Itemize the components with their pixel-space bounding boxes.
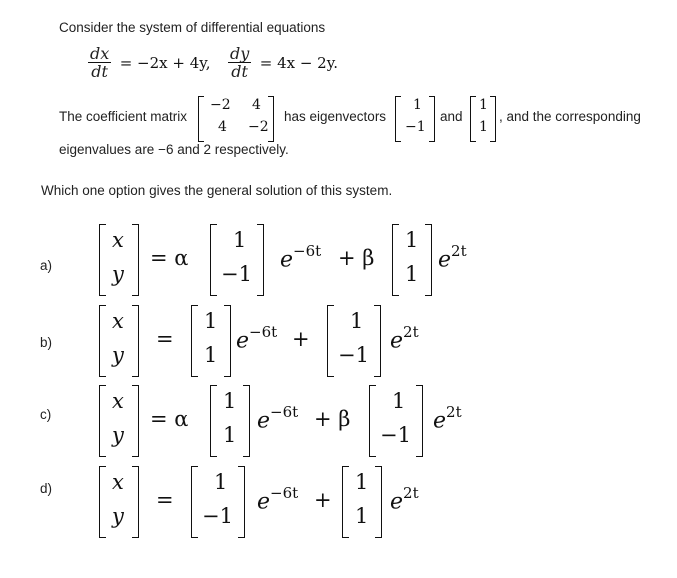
option-c[interactable] <box>0 385 677 461</box>
vector-2 <box>327 305 381 375</box>
fraction-numerator: dx <box>90 44 110 63</box>
e-base: e <box>390 489 404 515</box>
vector-1 <box>210 224 264 294</box>
matrix-cell: −2 <box>248 119 269 135</box>
eigenvector-1 <box>395 96 435 140</box>
vector-entry: −1 <box>202 504 233 528</box>
vector-1 <box>191 305 231 375</box>
exp-term-1 <box>257 486 298 514</box>
vector-entry: −1 <box>405 119 426 135</box>
vector-entry: 1 <box>350 309 364 333</box>
e-base: e <box>257 408 271 434</box>
exponent: 2t <box>451 242 467 260</box>
equals-alpha: = α <box>150 407 189 431</box>
exp-term-2 <box>390 325 419 353</box>
matrix-cell: −2 <box>210 97 231 113</box>
option-label: b) <box>40 335 53 350</box>
equals-alpha: = α <box>150 246 189 270</box>
coef-prefix: The coefficient matrix <box>59 109 188 124</box>
var-x: x <box>112 228 124 252</box>
has-eigenvectors-text: has eigenvectors <box>284 109 387 124</box>
xy-vector <box>99 305 139 375</box>
var-x: x <box>112 470 124 494</box>
exponent: −6t <box>249 323 278 341</box>
eigenvalues-text: eigenvalues are −6 and 2 respectively. <box>59 142 289 157</box>
fraction-denominator: dt <box>91 62 108 81</box>
vector-entry: 1 <box>479 119 488 135</box>
xy-vector <box>99 224 139 294</box>
vector-entry: 1 <box>405 262 419 286</box>
exp-term-2 <box>390 486 419 514</box>
exp-term-2 <box>433 405 462 433</box>
intro-text: Consider the system of differential equations <box>59 20 326 35</box>
fraction-dx-dt <box>88 45 111 80</box>
vector-entry: 1 <box>204 343 218 367</box>
option-d[interactable] <box>0 466 677 542</box>
vector-entry: −1 <box>221 262 252 286</box>
matrix-cell: 4 <box>218 119 227 135</box>
exp-term-1 <box>236 325 277 353</box>
vector-entry: 1 <box>392 389 406 413</box>
and-corresponding-text: , and the corresponding <box>499 109 641 124</box>
vector-2 <box>342 466 382 536</box>
var-y: y <box>112 423 124 447</box>
equals: = <box>156 327 174 351</box>
equation-2 <box>228 45 338 80</box>
plus-beta: + β <box>338 246 375 270</box>
option-label: a) <box>40 258 53 273</box>
vector-entry: 1 <box>223 389 237 413</box>
fraction-denominator: dt <box>231 62 248 81</box>
exponent: −6t <box>270 484 299 502</box>
var-x: x <box>112 309 124 333</box>
xy-vector <box>99 385 139 455</box>
vector-entry: 1 <box>214 470 228 494</box>
exponent: 2t <box>403 484 419 502</box>
matrix-cell: 4 <box>252 97 261 113</box>
var-y: y <box>112 262 124 286</box>
vector-entry: 1 <box>233 228 247 252</box>
var-y: y <box>112 343 124 367</box>
vector-entry: 1 <box>355 504 369 528</box>
vector-entry: 1 <box>405 228 419 252</box>
coefficient-matrix <box>198 96 274 140</box>
e-base: e <box>433 408 447 434</box>
option-b[interactable] <box>0 305 677 381</box>
fraction-numerator: dy <box>230 44 250 63</box>
var-y: y <box>112 504 124 528</box>
vector-entry: 1 <box>204 309 218 333</box>
e-base: e <box>236 328 250 354</box>
option-label: d) <box>40 481 53 496</box>
e-base: e <box>280 247 294 273</box>
and-text: and <box>440 109 463 124</box>
exponent: 2t <box>403 323 419 341</box>
vector-entry: 1 <box>355 470 369 494</box>
vector-entry: −1 <box>338 343 369 367</box>
vector-2 <box>392 224 432 294</box>
xy-vector <box>99 466 139 536</box>
vector-entry: 1 <box>479 97 488 113</box>
equals: = <box>156 488 174 512</box>
plus: + <box>314 488 332 512</box>
option-label: c) <box>40 407 52 422</box>
e-base: e <box>438 247 452 273</box>
exponent: 2t <box>446 403 462 421</box>
vector-entry: −1 <box>380 423 411 447</box>
question-text: Which one option gives the general solution of this system. <box>41 183 393 198</box>
equation-2-rhs: = 4x − 2y. <box>259 53 338 72</box>
vector-entry: 1 <box>223 423 237 447</box>
var-x: x <box>112 389 124 413</box>
plus: + <box>292 327 310 351</box>
vector-1 <box>191 466 245 536</box>
exponent: −6t <box>293 242 322 260</box>
vector-entry: 1 <box>413 97 422 113</box>
exp-term-2 <box>438 244 467 272</box>
exp-term-1 <box>280 244 321 272</box>
equation-1-rhs: = −2x + 4y, <box>119 53 211 72</box>
exponent: −6t <box>270 403 299 421</box>
fraction-dy-dt <box>228 45 251 80</box>
eigenvector-2 <box>470 96 496 140</box>
plus-beta: + β <box>314 407 351 431</box>
option-a[interactable] <box>0 224 677 300</box>
equation-1 <box>88 45 211 80</box>
vector-1 <box>210 385 250 455</box>
vector-2 <box>369 385 423 455</box>
exp-term-1 <box>257 405 298 433</box>
e-base: e <box>257 489 271 515</box>
e-base: e <box>390 328 404 354</box>
